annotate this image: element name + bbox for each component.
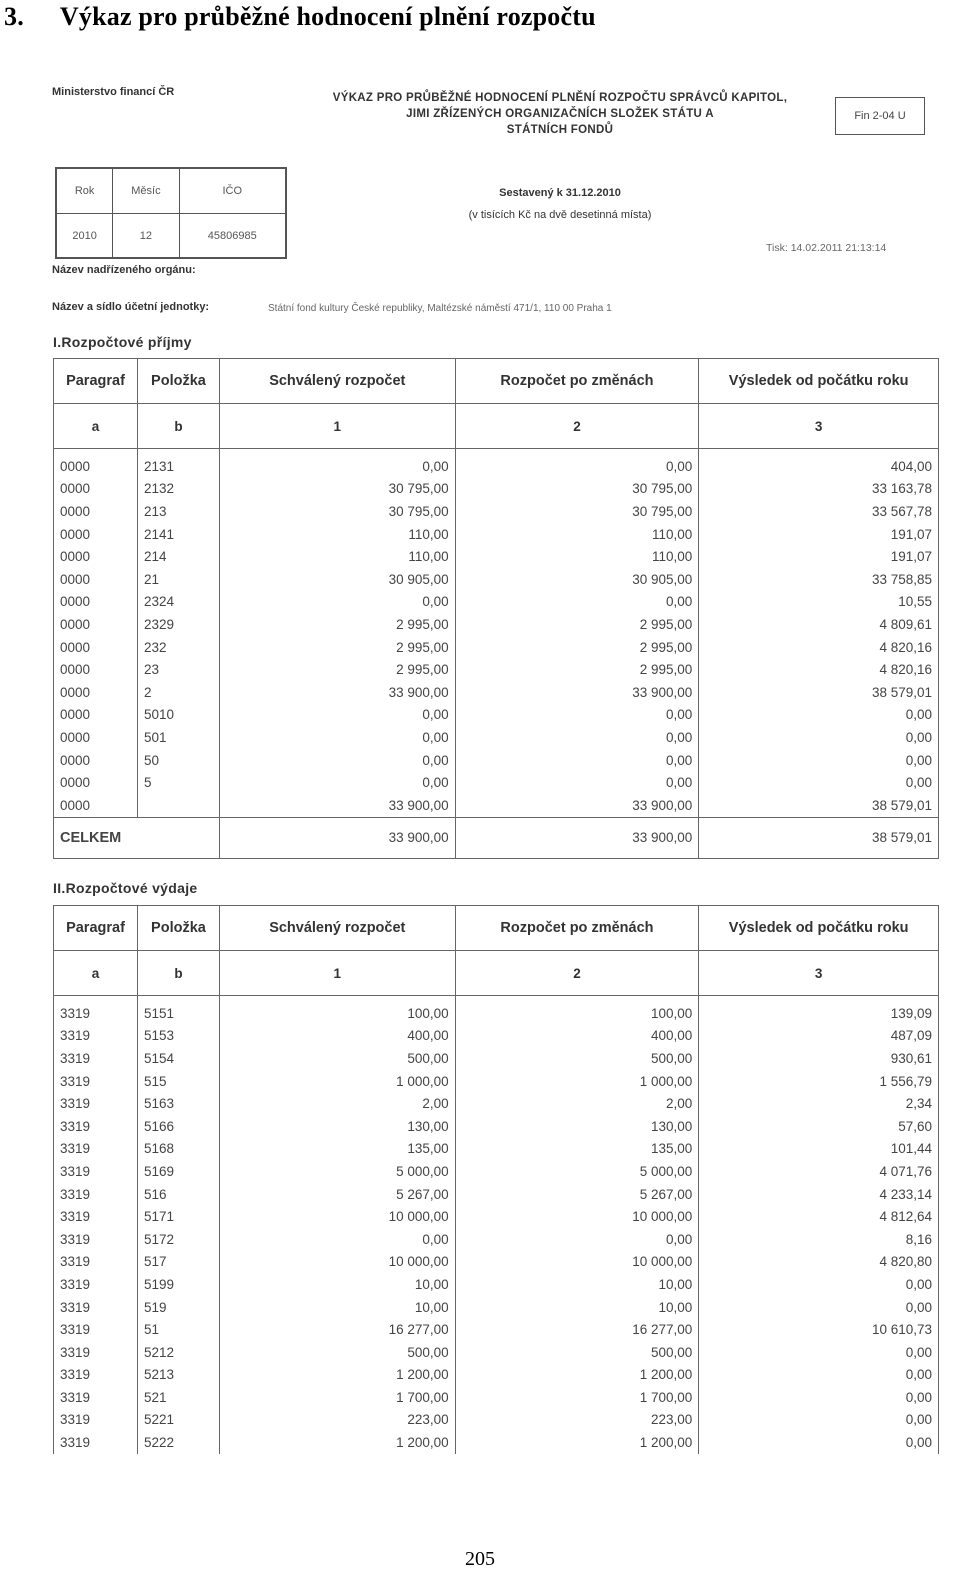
- col-1-label: 1: [219, 951, 455, 996]
- amended-cell: 223,00: [455, 1409, 699, 1432]
- paragraf-cell: 0000: [54, 771, 138, 794]
- form-title: [290, 90, 830, 138]
- polozka-cell: 2131: [137, 449, 219, 478]
- year-value: 2010: [57, 214, 113, 258]
- amended-cell: 0,00: [455, 771, 699, 794]
- table-row: [54, 681, 939, 704]
- result-cell: 33 567,78: [699, 500, 939, 523]
- result-cell: 38 579,01: [699, 681, 939, 704]
- paragraf-cell: 3319: [54, 1205, 138, 1228]
- col-amended-header: Rozpočet po změnách: [455, 359, 699, 404]
- paragraf-cell: 0000: [54, 726, 138, 749]
- paragraf-cell: 3319: [54, 1431, 138, 1454]
- col-polozka-header: Položka: [137, 906, 219, 951]
- amended-cell: 10,00: [455, 1273, 699, 1296]
- paragraf-cell: 3319: [54, 1296, 138, 1319]
- amended-cell: 30 905,00: [455, 568, 699, 591]
- col-b-label: b: [137, 404, 219, 449]
- polozka-cell: [137, 794, 219, 817]
- form-title-line-3: STÁTNÍCH FONDŮ: [506, 124, 614, 136]
- paragraf-cell: 3319: [54, 1409, 138, 1432]
- paragraf-cell: 0000: [54, 545, 138, 568]
- approved-cell: 10,00: [219, 1273, 455, 1296]
- table-row: [54, 636, 939, 659]
- approved-cell: 2 995,00: [219, 636, 455, 659]
- approved-cell: 10 000,00: [219, 1251, 455, 1274]
- polozka-cell: 5221: [137, 1409, 219, 1432]
- revenues-table: [53, 358, 939, 859]
- result-cell: 0,00: [699, 726, 939, 749]
- table-row: [54, 749, 939, 772]
- amended-cell: 33 900,00: [455, 681, 699, 704]
- col-result-header: Výsledek od počátku roku: [699, 359, 939, 404]
- approved-cell: 33 900,00: [219, 681, 455, 704]
- result-cell: 4 809,61: [699, 613, 939, 636]
- result-cell: 4 071,76: [699, 1160, 939, 1183]
- amended-cell: 110,00: [455, 545, 699, 568]
- amended-cell: 100,00: [455, 996, 699, 1025]
- polozka-cell: 517: [137, 1251, 219, 1274]
- approved-cell: 500,00: [219, 1341, 455, 1364]
- paragraf-cell: 3319: [54, 1386, 138, 1409]
- result-cell: 4 812,64: [699, 1205, 939, 1228]
- table-row: [54, 1318, 939, 1341]
- ico-value: 45806985: [179, 214, 285, 258]
- result-cell: 0,00: [699, 771, 939, 794]
- table-row: [54, 1296, 939, 1319]
- approved-cell: 16 277,00: [219, 1318, 455, 1341]
- result-cell: 38 579,01: [699, 794, 939, 817]
- result-cell: 0,00: [699, 1364, 939, 1387]
- approved-cell: 5 267,00: [219, 1183, 455, 1206]
- polozka-cell: 23: [137, 658, 219, 681]
- result-cell: 2,34: [699, 1092, 939, 1115]
- approved-cell: 1 000,00: [219, 1070, 455, 1093]
- polozka-cell: 5172: [137, 1228, 219, 1251]
- result-cell: 487,09: [699, 1025, 939, 1048]
- col-approved-header: Schválený rozpočet: [219, 359, 455, 404]
- table-row: [54, 1251, 939, 1274]
- amended-cell: 33 900,00: [455, 794, 699, 817]
- amended-cell: 2,00: [455, 1092, 699, 1115]
- page-number: 205: [465, 1548, 495, 1570]
- approved-cell: 2,00: [219, 1092, 455, 1115]
- approved-cell: 33 900,00: [219, 794, 455, 817]
- amended-cell: 16 277,00: [455, 1318, 699, 1341]
- approved-cell: 30 795,00: [219, 478, 455, 501]
- approved-cell: 1 700,00: [219, 1386, 455, 1409]
- polozka-cell: 515: [137, 1070, 219, 1093]
- polozka-cell: 5222: [137, 1431, 219, 1454]
- polozka-cell: 51: [137, 1318, 219, 1341]
- col-b-label: b: [137, 951, 219, 996]
- table-row: [54, 771, 939, 794]
- table-row: [54, 658, 939, 681]
- table-row: [54, 1183, 939, 1206]
- amended-cell: 400,00: [455, 1025, 699, 1048]
- paragraf-cell: 0000: [54, 449, 138, 478]
- amended-cell: 500,00: [455, 1341, 699, 1364]
- result-cell: 33 163,78: [699, 478, 939, 501]
- paragraf-cell: 3319: [54, 1273, 138, 1296]
- paragraf-cell: 0000: [54, 500, 138, 523]
- amended-cell: 5 000,00: [455, 1160, 699, 1183]
- col-a-label: a: [54, 951, 138, 996]
- paragraf-cell: 0000: [54, 681, 138, 704]
- year-header: Rok: [57, 169, 113, 214]
- amended-cell: 1 200,00: [455, 1431, 699, 1454]
- approved-cell: 400,00: [219, 1025, 455, 1048]
- result-cell: 57,60: [699, 1115, 939, 1138]
- col-paragraf-header: Paragraf: [54, 906, 138, 951]
- approved-cell: 135,00: [219, 1138, 455, 1161]
- result-cell: 0,00: [699, 1273, 939, 1296]
- approved-cell: 5 000,00: [219, 1160, 455, 1183]
- table-row: [54, 478, 939, 501]
- identification-box: [55, 167, 287, 259]
- approved-cell: 500,00: [219, 1047, 455, 1070]
- table-row: [54, 1025, 939, 1048]
- polozka-cell: 50: [137, 749, 219, 772]
- result-cell: 4 233,14: [699, 1183, 939, 1206]
- result-cell: 0,00: [699, 1431, 939, 1454]
- paragraf-cell: 0000: [54, 613, 138, 636]
- polozka-cell: 5154: [137, 1047, 219, 1070]
- result-cell: 0,00: [699, 1409, 939, 1432]
- approved-cell: 1 200,00: [219, 1364, 455, 1387]
- table-row: [54, 1115, 939, 1138]
- table-row: [54, 449, 939, 478]
- polozka-cell: 5010: [137, 704, 219, 727]
- compiled-date: Sestavený k 31.12.2010: [499, 187, 621, 199]
- page-heading: [4, 2, 596, 32]
- revenues-total-amended: 33 900,00: [455, 817, 699, 858]
- result-cell: 10 610,73: [699, 1318, 939, 1341]
- approved-cell: 30 795,00: [219, 500, 455, 523]
- paragraf-cell: 3319: [54, 1070, 138, 1093]
- result-cell: 0,00: [699, 704, 939, 727]
- paragraf-cell: 3319: [54, 1364, 138, 1387]
- table-row: [54, 1386, 939, 1409]
- paragraf-cell: 3319: [54, 1251, 138, 1274]
- amended-cell: 10 000,00: [455, 1251, 699, 1274]
- table-row: [54, 794, 939, 817]
- result-cell: 1 556,79: [699, 1070, 939, 1093]
- paragraf-cell: 3319: [54, 1160, 138, 1183]
- table-row: [54, 1273, 939, 1296]
- result-cell: 404,00: [699, 449, 939, 478]
- paragraf-cell: 3319: [54, 1047, 138, 1070]
- polozka-cell: 5212: [137, 1341, 219, 1364]
- polozka-cell: 2132: [137, 478, 219, 501]
- paragraf-cell: 0000: [54, 794, 138, 817]
- amended-cell: 0,00: [455, 591, 699, 614]
- result-cell: 139,09: [699, 996, 939, 1025]
- polozka-cell: 5199: [137, 1273, 219, 1296]
- polozka-cell: 5169: [137, 1160, 219, 1183]
- result-cell: 0,00: [699, 1341, 939, 1364]
- amended-cell: 5 267,00: [455, 1183, 699, 1206]
- col-amended-header: Rozpočet po změnách: [455, 906, 699, 951]
- revenues-total-approved: 33 900,00: [219, 817, 455, 858]
- expenditures-table: [53, 905, 939, 1454]
- ministry-label: Ministerstvo financí ČR: [52, 86, 175, 98]
- form-title-line-2: JIMI ZŘÍZENÝCH ORGANIZAČNÍCH SLOŽEK STÁTU A: [406, 108, 714, 120]
- heading-number: 3.: [4, 2, 24, 31]
- polozka-cell: 5213: [137, 1364, 219, 1387]
- approved-cell: 0,00: [219, 449, 455, 478]
- amended-cell: 1 200,00: [455, 1364, 699, 1387]
- amended-cell: 110,00: [455, 523, 699, 546]
- paragraf-cell: 0000: [54, 636, 138, 659]
- result-cell: 930,61: [699, 1047, 939, 1070]
- accounting-unit-label: Název a sídlo účetní jednotky:: [52, 301, 210, 313]
- col-1-label: 1: [219, 404, 455, 449]
- table-row: [54, 726, 939, 749]
- amended-cell: 1 700,00: [455, 1386, 699, 1409]
- result-cell: 4 820,80: [699, 1251, 939, 1274]
- approved-cell: 223,00: [219, 1409, 455, 1432]
- polozka-cell: 5171: [137, 1205, 219, 1228]
- approved-cell: 100,00: [219, 996, 455, 1025]
- paragraf-cell: 0000: [54, 658, 138, 681]
- polozka-cell: 2329: [137, 613, 219, 636]
- form-code-box: Fin 2-04 U: [835, 97, 925, 135]
- polozka-cell: 501: [137, 726, 219, 749]
- paragraf-cell: 0000: [54, 749, 138, 772]
- amended-cell: 30 795,00: [455, 478, 699, 501]
- compiled-date-block: [440, 182, 680, 226]
- result-cell: 8,16: [699, 1228, 939, 1251]
- paragraf-cell: 0000: [54, 568, 138, 591]
- polozka-cell: 21: [137, 568, 219, 591]
- revenues-title: I.Rozpočtové příjmy: [53, 334, 192, 350]
- approved-cell: 0,00: [219, 704, 455, 727]
- table-row: [54, 704, 939, 727]
- polozka-cell: 5: [137, 771, 219, 794]
- superior-body-label: Název nadřízeného orgánu:: [52, 264, 196, 276]
- approved-cell: 0,00: [219, 1228, 455, 1251]
- table-row: [54, 568, 939, 591]
- result-cell: 101,44: [699, 1138, 939, 1161]
- table-row: [54, 545, 939, 568]
- paragraf-cell: 3319: [54, 1183, 138, 1206]
- amended-cell: 10,00: [455, 1296, 699, 1319]
- accounting-unit-value: Státní fond kultury České republiky, Maltézské náměstí 471/1, 110 00 Praha 1: [268, 303, 612, 314]
- paragraf-cell: 3319: [54, 1228, 138, 1251]
- result-cell: 191,07: [699, 545, 939, 568]
- amended-cell: 2 995,00: [455, 636, 699, 659]
- approved-cell: 1 200,00: [219, 1431, 455, 1454]
- polozka-cell: 519: [137, 1296, 219, 1319]
- result-cell: 0,00: [699, 749, 939, 772]
- approved-cell: 0,00: [219, 749, 455, 772]
- paragraf-cell: 3319: [54, 1115, 138, 1138]
- approved-cell: 110,00: [219, 545, 455, 568]
- approved-cell: 0,00: [219, 726, 455, 749]
- result-cell: 0,00: [699, 1296, 939, 1319]
- ico-header: IČO: [179, 169, 285, 214]
- col-2-label: 2: [455, 951, 699, 996]
- col-polozka-header: Položka: [137, 359, 219, 404]
- paragraf-cell: 3319: [54, 996, 138, 1025]
- result-cell: 4 820,16: [699, 636, 939, 659]
- polozka-cell: 2: [137, 681, 219, 704]
- amended-cell: 0,00: [455, 1228, 699, 1251]
- polozka-cell: 2324: [137, 591, 219, 614]
- paragraf-cell: 3319: [54, 1092, 138, 1115]
- table-row: [54, 1205, 939, 1228]
- polozka-cell: 516: [137, 1183, 219, 1206]
- month-value: 12: [113, 214, 179, 258]
- units-note: (v tisících Kč na dvě desetinná místa): [468, 209, 652, 221]
- amended-cell: 30 795,00: [455, 500, 699, 523]
- polozka-cell: 2141: [137, 523, 219, 546]
- result-cell: 0,00: [699, 1386, 939, 1409]
- amended-cell: 0,00: [455, 749, 699, 772]
- polozka-cell: 5166: [137, 1115, 219, 1138]
- amended-cell: 0,00: [455, 726, 699, 749]
- polozka-cell: 5153: [137, 1025, 219, 1048]
- amended-cell: 2 995,00: [455, 613, 699, 636]
- col-2-label: 2: [455, 404, 699, 449]
- amended-cell: 130,00: [455, 1115, 699, 1138]
- col-paragraf-header: Paragraf: [54, 359, 138, 404]
- col-3-label: 3: [699, 404, 939, 449]
- table-row: [54, 1160, 939, 1183]
- result-cell: 33 758,85: [699, 568, 939, 591]
- approved-cell: 0,00: [219, 771, 455, 794]
- amended-cell: 1 000,00: [455, 1070, 699, 1093]
- approved-cell: 30 905,00: [219, 568, 455, 591]
- polozka-cell: 5168: [137, 1138, 219, 1161]
- col-3-label: 3: [699, 951, 939, 996]
- table-row: [54, 1138, 939, 1161]
- paragraf-cell: 0000: [54, 478, 138, 501]
- table-row: [54, 1409, 939, 1432]
- table-row: [54, 1364, 939, 1387]
- approved-cell: 10 000,00: [219, 1205, 455, 1228]
- polozka-cell: 213: [137, 500, 219, 523]
- col-result-header: Výsledek od počátku roku: [699, 906, 939, 951]
- col-a-label: a: [54, 404, 138, 449]
- polozka-cell: 5163: [137, 1092, 219, 1115]
- result-cell: 4 820,16: [699, 658, 939, 681]
- revenues-body: [54, 449, 939, 818]
- polozka-cell: 5151: [137, 996, 219, 1025]
- table-row: [54, 613, 939, 636]
- result-cell: 10,55: [699, 591, 939, 614]
- revenues-total-result: 38 579,01: [699, 817, 939, 858]
- table-row: [54, 1228, 939, 1251]
- table-row: [54, 500, 939, 523]
- print-timestamp: Tisk: 14.02.2011 21:13:14: [766, 242, 887, 254]
- table-row: [54, 1431, 939, 1454]
- paragraf-cell: 3319: [54, 1318, 138, 1341]
- table-row: [54, 591, 939, 614]
- paragraf-cell: 3319: [54, 1341, 138, 1364]
- paragraf-cell: 3319: [54, 1025, 138, 1048]
- paragraf-cell: 3319: [54, 1138, 138, 1161]
- result-cell: 191,07: [699, 523, 939, 546]
- approved-cell: 130,00: [219, 1115, 455, 1138]
- paragraf-cell: 0000: [54, 591, 138, 614]
- table-row: [54, 996, 939, 1025]
- paragraf-cell: 0000: [54, 704, 138, 727]
- table-row: [54, 1070, 939, 1093]
- amended-cell: 135,00: [455, 1138, 699, 1161]
- expenditures-body: [54, 996, 939, 1454]
- approved-cell: 2 995,00: [219, 658, 455, 681]
- paragraf-cell: 0000: [54, 523, 138, 546]
- table-row: [54, 523, 939, 546]
- approved-cell: 2 995,00: [219, 613, 455, 636]
- col-approved-header: Schválený rozpočet: [219, 906, 455, 951]
- table-row: [54, 1092, 939, 1115]
- amended-cell: 0,00: [455, 704, 699, 727]
- month-header: Měsíc: [113, 169, 179, 214]
- amended-cell: 0,00: [455, 449, 699, 478]
- amended-cell: 10 000,00: [455, 1205, 699, 1228]
- polozka-cell: 214: [137, 545, 219, 568]
- expenditures-title: II.Rozpočtové výdaje: [53, 880, 198, 896]
- form-title-line-1: VÝKAZ PRO PRŮBĚŽNÉ HODNOCENÍ PLNĚNÍ ROZPOČTU SPRÁVCŮ KAPITOL,: [332, 92, 788, 104]
- table-row: [54, 1047, 939, 1070]
- revenues-total-label: CELKEM: [54, 817, 220, 858]
- approved-cell: 10,00: [219, 1296, 455, 1319]
- amended-cell: 2 995,00: [455, 658, 699, 681]
- amended-cell: 500,00: [455, 1047, 699, 1070]
- approved-cell: 0,00: [219, 591, 455, 614]
- polozka-cell: 232: [137, 636, 219, 659]
- heading-text: Výkaz pro průběžné hodnocení plnění rozpočtu: [59, 2, 596, 31]
- table-row: [54, 1341, 939, 1364]
- approved-cell: 110,00: [219, 523, 455, 546]
- polozka-cell: 521: [137, 1386, 219, 1409]
